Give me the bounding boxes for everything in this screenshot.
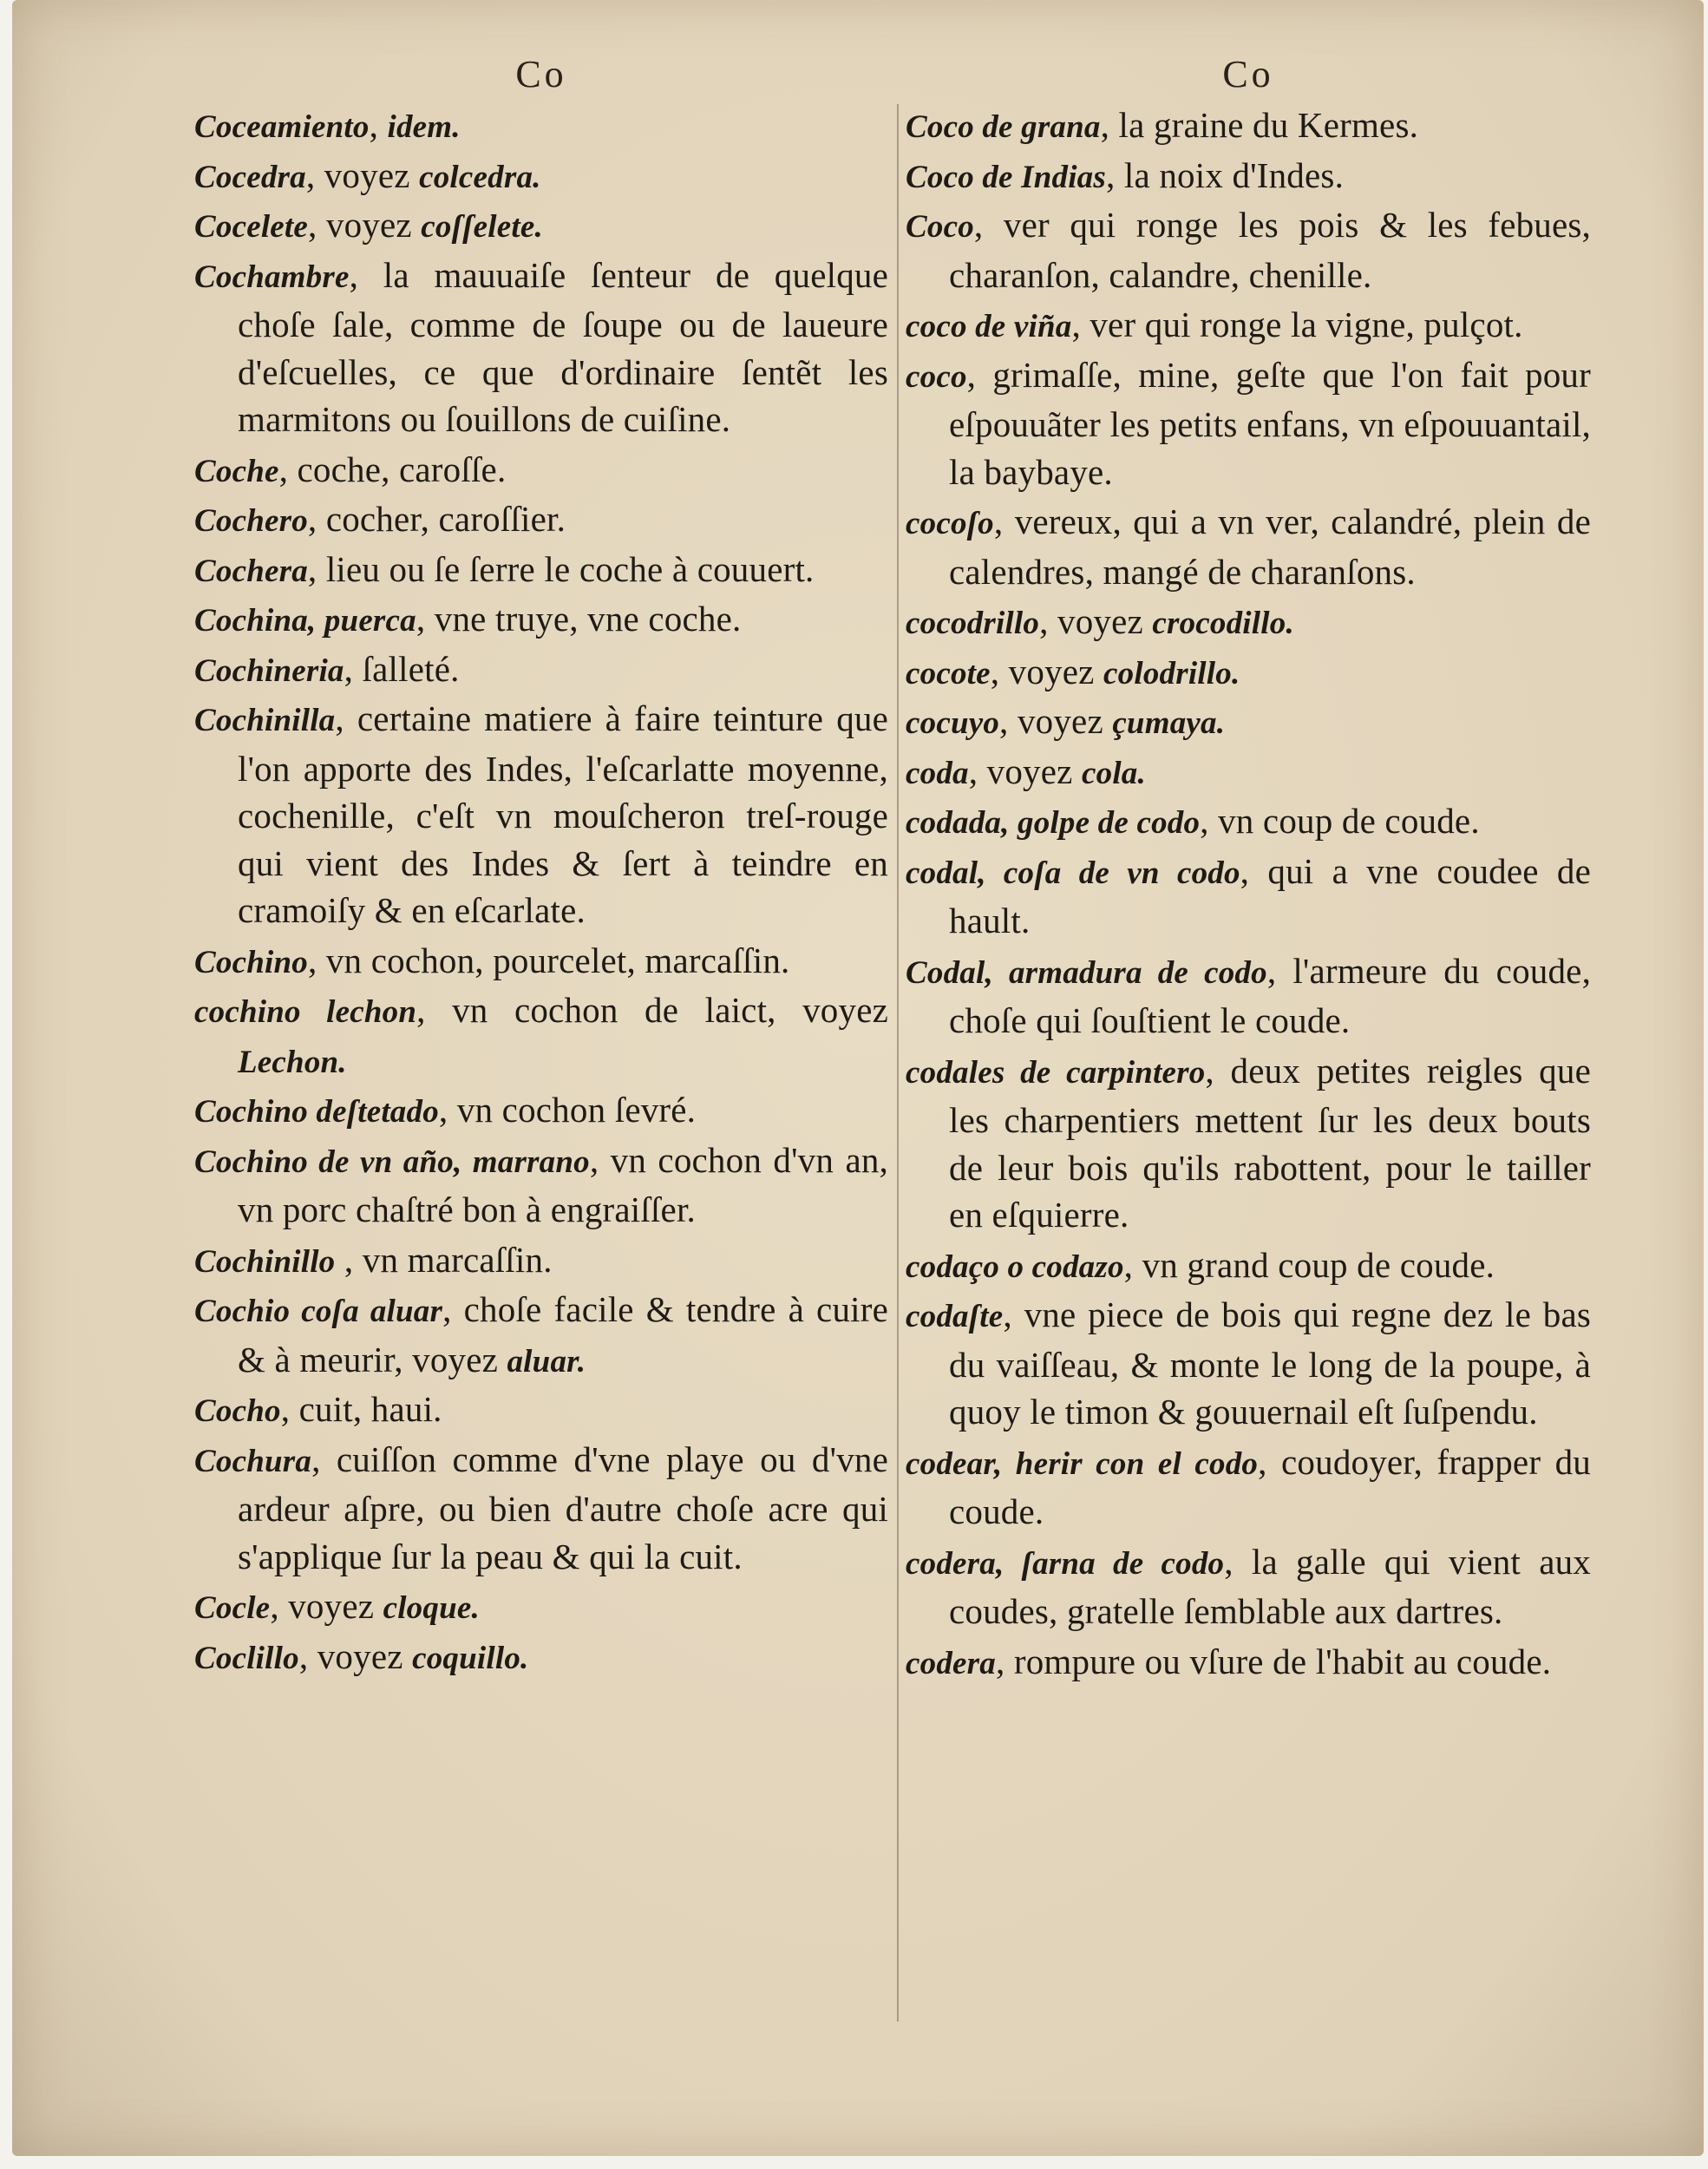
dictionary-entry: [906, 1638, 1591, 1688]
dictionary-entry: [194, 201, 888, 252]
dictionary-entry: [906, 598, 1591, 648]
headword: Cocle: [194, 1590, 271, 1626]
definition: vn cochon de laict, voyez: [452, 990, 888, 1030]
headword: Coceamiento: [194, 109, 370, 145]
headword: cocote: [906, 655, 991, 691]
definition: cuit, haui.: [298, 1389, 442, 1429]
separator: ,: [369, 105, 388, 145]
headword: Cochino deſtetado: [194, 1094, 439, 1130]
dictionary-entry: [906, 498, 1591, 598]
dictionary-entry: [194, 1086, 888, 1137]
dictionary-entry: [194, 546, 888, 596]
headword: coco de viña: [906, 309, 1072, 344]
definition: voyez: [1017, 701, 1113, 741]
separator: ,: [589, 1139, 611, 1180]
separator: ,: [966, 354, 993, 395]
dictionary-entry: [906, 351, 1591, 499]
dictionary-entry: [194, 1633, 888, 1683]
separator: ,: [999, 701, 1018, 741]
separator: ,: [308, 205, 326, 245]
separator: ,: [1240, 850, 1268, 891]
headword: Cochinillo: [194, 1243, 336, 1280]
definition: la mauuaiſe ſenteur de quelque choſe ſale, comme de ſoupe ou de laueure d'eſcuelles, ce que d'ordinaire ſentẽt les marmitons ou ſouillons de cuiſine.: [238, 254, 888, 439]
cross-reference: colcedra.: [419, 159, 541, 195]
headword: cocodrillo: [906, 606, 1040, 641]
dictionary-entry: [906, 698, 1591, 748]
separator: ,: [278, 449, 298, 489]
cross-reference: çumaya.: [1112, 705, 1226, 741]
definition: voyez: [1057, 601, 1153, 641]
separator: ,: [1266, 950, 1293, 991]
headword: Cochio coſa aluar: [194, 1294, 443, 1329]
dictionary-entry: [906, 1538, 1591, 1638]
definition: vereux, qui a vn ver, calandré, plein de calendres, mangé de charanſons.: [949, 501, 1591, 592]
headword: Cochera: [194, 553, 308, 589]
headword: codear, herir con el codo: [906, 1445, 1259, 1482]
cross-reference: aluar.: [507, 1343, 586, 1379]
headword: codada, golpe de codo: [906, 805, 1201, 841]
headword: codaço o codazo: [906, 1248, 1124, 1285]
separator: ,: [973, 205, 1004, 245]
headword: Cochambre: [194, 259, 350, 295]
separator: ,: [305, 154, 324, 195]
cross-reference: cloque.: [383, 1590, 480, 1626]
headword: cochino lechon: [194, 994, 417, 1030]
definition: rompure ou vſure de l'habit au coude.: [1013, 1641, 1552, 1681]
separator: ,: [344, 648, 363, 689]
separator: ,: [993, 501, 1015, 541]
separator: ,: [438, 1090, 457, 1130]
definition: qui a vne coudee de hault.: [949, 850, 1591, 940]
definition: choſe facile & tendre à cuire & à meurir, voyez: [238, 1289, 889, 1379]
definition: voyez: [1008, 651, 1104, 691]
right-running-header: Co: [1222, 53, 1274, 95]
headword: Coclillo: [194, 1640, 299, 1676]
right-entries: [906, 102, 1591, 1687]
definition: vn coup de coude.: [1218, 801, 1480, 841]
headword: Cocelete: [194, 209, 309, 245]
dictionary-entry: [194, 1137, 888, 1236]
headword: cocoſo: [906, 506, 994, 541]
separator: ,: [1039, 601, 1057, 641]
dictionary-entry: [906, 152, 1591, 202]
separator: ,: [1105, 154, 1124, 195]
definition: vn cochon ſevré.: [456, 1090, 697, 1130]
separator: ,: [442, 1289, 464, 1329]
dictionary-entry: [194, 152, 888, 202]
headword: Coco de Indias: [906, 159, 1106, 195]
definition: voyez: [986, 750, 1082, 791]
dictionary-entry: [194, 1386, 888, 1436]
headword: coda: [906, 755, 969, 791]
headword: Codal, armadura de codo: [906, 954, 1267, 991]
separator: ,: [1224, 1541, 1252, 1582]
definition: la noix d'Indes.: [1123, 154, 1345, 195]
cross-reference: cola.: [1082, 755, 1146, 791]
separator: ,: [995, 1641, 1014, 1681]
definition: vn grand coup de coude.: [1142, 1244, 1495, 1285]
left-entries: [194, 102, 888, 1682]
dictionary-entry: [906, 1438, 1591, 1538]
dictionary-entry: [906, 201, 1591, 301]
separator: ,: [1003, 1294, 1024, 1334]
separator: ,: [307, 548, 326, 589]
separator: ,: [416, 599, 435, 639]
separator: ,: [307, 499, 326, 539]
definition: vn marcaſſin.: [362, 1239, 553, 1280]
dictionary-entry: [906, 1242, 1591, 1292]
separator: ,: [1200, 801, 1219, 841]
headword: Cocedra: [194, 159, 306, 195]
cross-reference: Lechon.: [238, 1044, 347, 1080]
dictionary-entry: [194, 102, 888, 152]
book-page: [12, 0, 1704, 2156]
definition: voyez: [324, 154, 420, 195]
definition: l'armeure du coude, choſe qui ſouſtient le coude.: [949, 950, 1592, 1040]
definition: vn cochon d'vn an, vn porc chaſtré bon à engraiſſer.: [238, 1139, 888, 1229]
dictionary-entry: [194, 1436, 888, 1583]
dictionary-entry: [194, 252, 888, 446]
dictionary-entry: [906, 1047, 1591, 1242]
headword: Coco de grana: [906, 109, 1101, 145]
separator: ,: [335, 698, 357, 738]
separator: ,: [1071, 305, 1090, 344]
dictionary-entry: [194, 595, 888, 645]
separator: ,: [298, 1635, 317, 1676]
headword: codaſte: [906, 1299, 1004, 1334]
cross-reference: idem.: [387, 109, 461, 145]
dictionary-entry: [194, 986, 888, 1086]
dictionary-entry: [906, 848, 1591, 947]
dictionary-entry: [906, 102, 1591, 152]
dictionary-entry: [906, 648, 1591, 698]
dictionary-entry: [194, 1583, 888, 1633]
definition: vne piece de bois qui regne dez le bas du vaiſſeau, & monte le long de la poupe, à quoy le timon & gouuernail eſt ſuſpendu.: [949, 1294, 1591, 1432]
definition: cuiſſon comme d'vne playe ou d'vne ardeur aſpre, ou bien d'autre choſe acre qui s'applique ſur la peau & qui la cuit.: [238, 1438, 888, 1576]
headword: Cochineria: [194, 652, 344, 689]
definition: la galle qui vient aux coudes, gratelle ſemblable aux dartres.: [949, 1541, 1591, 1631]
headword: codera, ſarna de codo: [906, 1545, 1225, 1582]
dictionary-entry: [906, 301, 1591, 351]
dictionary-entry: [194, 446, 888, 496]
headword: Cochero: [194, 503, 308, 539]
definition: coche, caroſſe.: [297, 449, 507, 489]
definition: cocher, caroſſier.: [325, 499, 566, 539]
definition: vne truye, vne coche.: [434, 599, 742, 639]
definition: ver qui ronge la vigne, pulçot.: [1090, 305, 1523, 344]
cross-reference: colodrillo.: [1103, 655, 1240, 691]
dictionary-entry: [906, 797, 1591, 848]
headword: cocuyo: [906, 705, 1000, 741]
definition: lieu ou ſe ſerre le coche à couuert.: [325, 548, 815, 589]
separator: ,: [1205, 1050, 1231, 1091]
dictionary-entry: [194, 495, 888, 546]
column-divider: [897, 104, 899, 2022]
definition: deux petites reigles que les charpentiers mettent ſur les deux bouts de leur bois qu'ils rabottent, pour le tailler en eſquierre.: [949, 1050, 1591, 1235]
right-column: [906, 48, 1591, 1687]
headword: Coco: [906, 209, 974, 245]
dictionary-entry: [194, 695, 888, 937]
definition: voyez: [325, 205, 422, 245]
separator: ,: [349, 254, 383, 295]
separator: ,: [1258, 1441, 1282, 1482]
dictionary-entry: [906, 947, 1591, 1047]
separator: ,: [280, 1389, 299, 1429]
headword: Cochinilla: [194, 703, 336, 738]
separator: ,: [968, 750, 987, 791]
dictionary-entry: [194, 1286, 888, 1386]
cross-reference: coquillo.: [412, 1640, 529, 1676]
definition: grimaſſe, mine, geſte que l'on fait pour eſpouuãter les petits enfans, vn eſpouuantail, la baybaye.: [949, 354, 1591, 492]
separator: ,: [1100, 105, 1119, 145]
dictionary-entry: [906, 1291, 1591, 1438]
left-column: [194, 48, 888, 1682]
definition: vn cochon, pourcelet, marcaſſin.: [325, 940, 790, 980]
headword: codales de carpintero: [906, 1054, 1206, 1091]
definition: certaine matiere à faire teinture que l'on apporte des Indes, l'eſcarlatte moyenne, cochenille, c'eſt vn mouſcheron treſ-rouge qui vient des Indes & ſert à teindre en cramoiſy & en eſcarlate.: [238, 698, 888, 930]
dictionary-entry: [194, 645, 888, 696]
headword: codera: [906, 1645, 996, 1681]
definition: ver qui ronge les pois & les febues, charanſon, calandre, chenille.: [949, 205, 1592, 295]
headword: codal, coſa de vn codo: [906, 855, 1240, 891]
definition: la graine du Kermes.: [1118, 105, 1419, 145]
definition: voyez: [288, 1586, 383, 1626]
definition: ſalleté.: [362, 648, 460, 689]
separator: ,: [990, 651, 1009, 691]
definition: coudoyer, frapper du coude.: [949, 1441, 1592, 1531]
headword: coco: [906, 358, 967, 395]
separator: ,: [1123, 1244, 1142, 1285]
separator: ,: [307, 940, 326, 980]
separator: ,: [416, 990, 453, 1030]
headword: Cochino de vn año, marrano: [194, 1143, 590, 1180]
headword: Cochina, puerca: [194, 603, 416, 639]
headword: Cochura: [194, 1443, 312, 1479]
dictionary-entry: [194, 1236, 888, 1287]
definition: voyez: [317, 1635, 413, 1676]
cross-reference: coſſelete.: [421, 209, 543, 245]
separator: ,: [311, 1438, 337, 1479]
headword: Coche: [194, 453, 279, 489]
headword: Cochino: [194, 944, 308, 980]
left-running-header: Co: [515, 53, 567, 95]
cross-reference: crocodillo.: [1152, 606, 1294, 641]
separator: ,: [335, 1239, 363, 1280]
dictionary-entry: [194, 937, 888, 987]
headword: Cocho: [194, 1393, 281, 1429]
separator: ,: [270, 1586, 289, 1626]
dictionary-entry: [906, 748, 1591, 798]
